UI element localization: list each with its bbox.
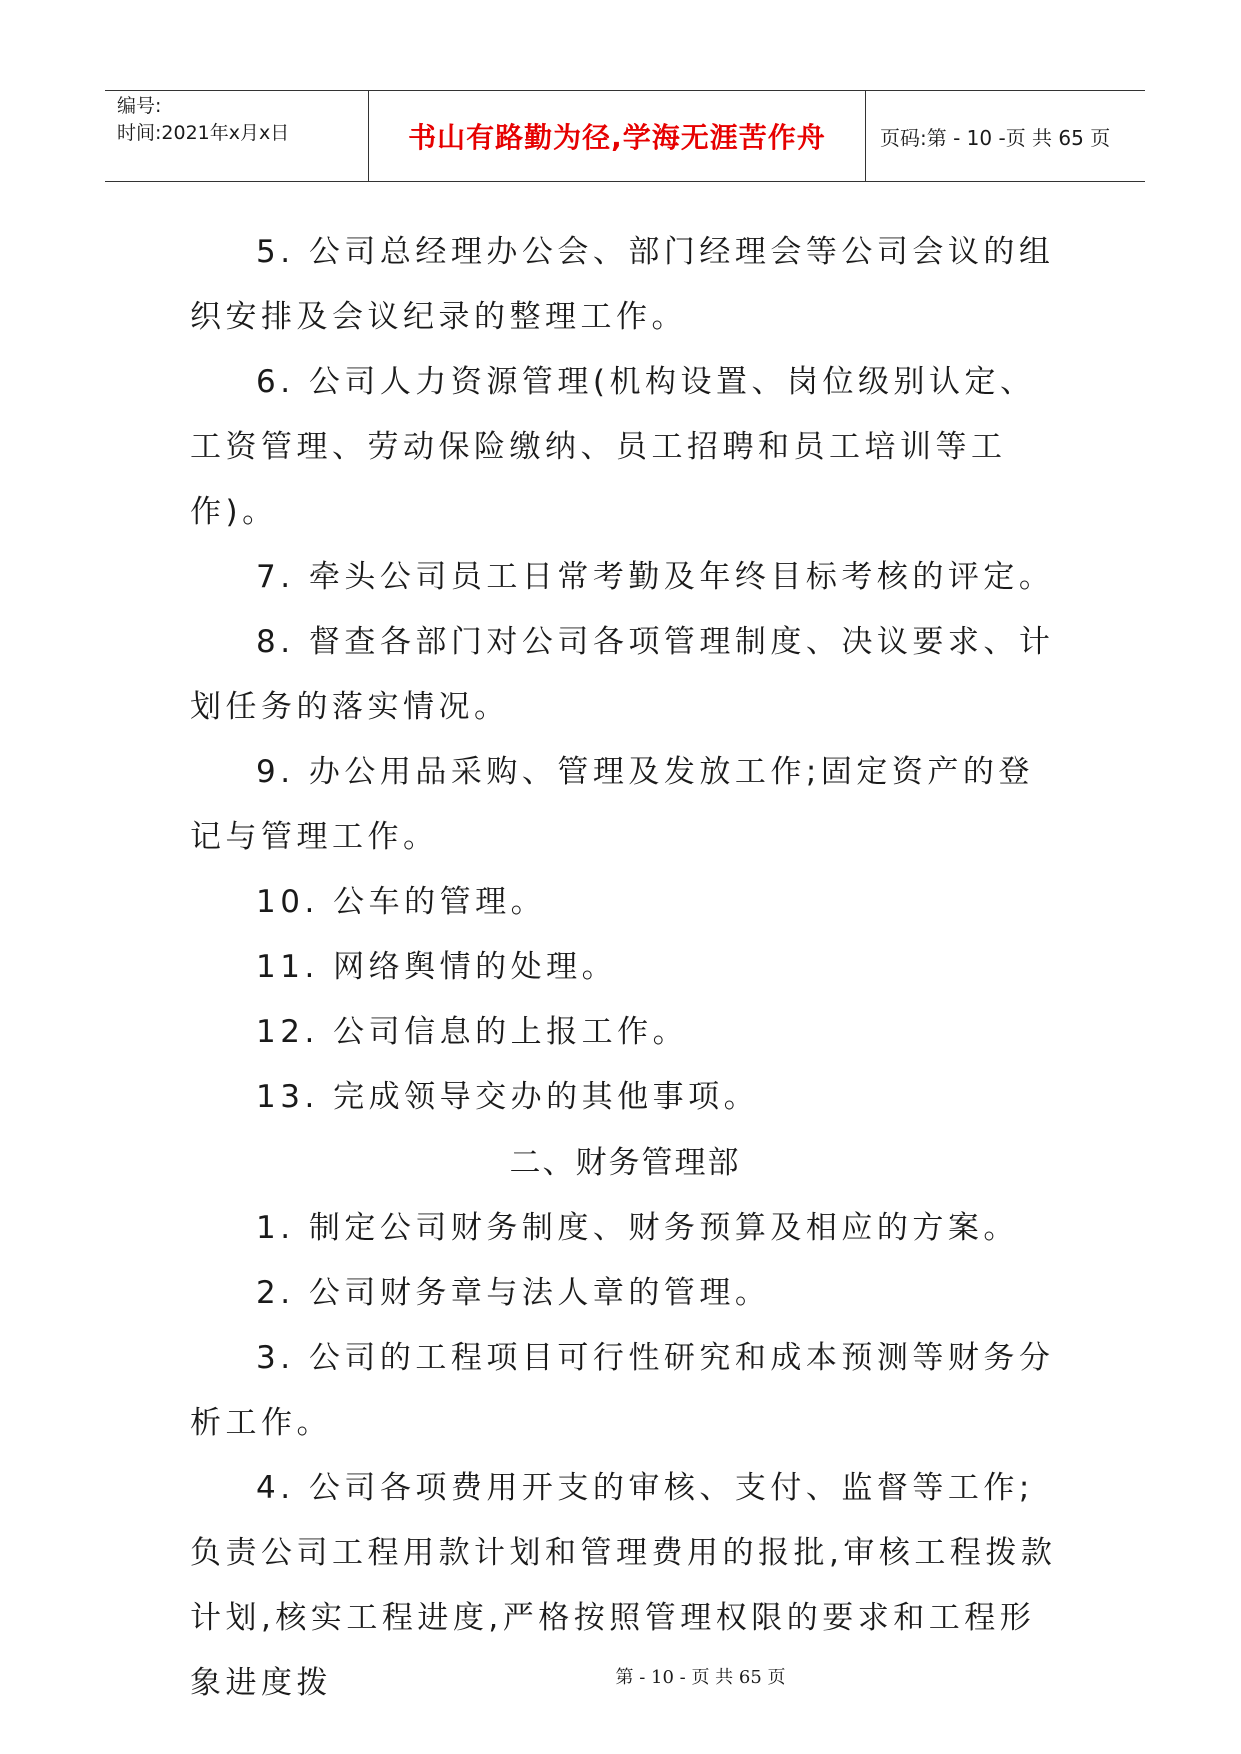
paragraph-12: 12. 公司信息的上报工作。 [256,1014,689,1050]
finance-paragraph-1: 1. 制定公司财务制度、财务预算及相应的方案。 [256,1210,1019,1246]
paragraph-7: 7. 牵头公司员工日常考勤及年终目标考核的评定。 [256,559,1055,595]
code-label: 编号: [117,95,162,117]
page-code: 页码:第 - 10 -页 共 65 页 [880,125,1111,150]
paragraph-9: 9. 办公用品采购、管理及发放工作;固定资产的登记与管理工作。 [190,754,1034,855]
paragraph-11: 11. 网络舆情的处理。 [256,949,618,985]
finance-paragraph-2: 2. 公司财务章与法人章的管理。 [256,1275,771,1311]
page-footer: 第 - 10 - 页 共 65 页 [615,1667,786,1688]
section-title: 二、财务管理部 [509,1145,741,1181]
motto: 书山有路勤为径,学海无涯苦作舟 [408,121,826,154]
header-motto-cell [369,91,866,181]
header-info-cell [105,91,369,181]
header-page-cell [866,91,1145,181]
finance-paragraph-4: 4. 公司各项费用开支的审核、支付、监督等工作;负责公司工程用款计划和管理费用的报批,审核工程拨款计划,核实工程进度,严格按照管理权限的要求和工程形象进度拨 [190,1470,1057,1701]
finance-paragraph-3: 3. 公司的工程项目可行性研究和成本预测等财务分析工作。 [190,1340,1055,1441]
paragraph-5: 5. 公司总经理办公会、部门经理会等公司会议的组织安排及会议纪录的整理工作。 [190,234,1055,335]
date-line: 时间:2021年x月x日 [117,122,290,144]
paragraph-10: 10. 公车的管理。 [256,884,547,920]
paragraph-13: 13. 完成领导交办的其他事项。 [256,1079,760,1115]
paragraph-6: 6. 公司人力资源管理(机构设置、岗位级别认定、工资管理、劳动保险缴纳、员工招聘和员工培训等工作)。 [190,364,1036,530]
document-body [190,220,1060,1716]
paragraph-8: 8. 督查各部门对公司各项管理制度、决议要求、计划任务的落实情况。 [190,624,1055,725]
page-header [105,90,1145,182]
